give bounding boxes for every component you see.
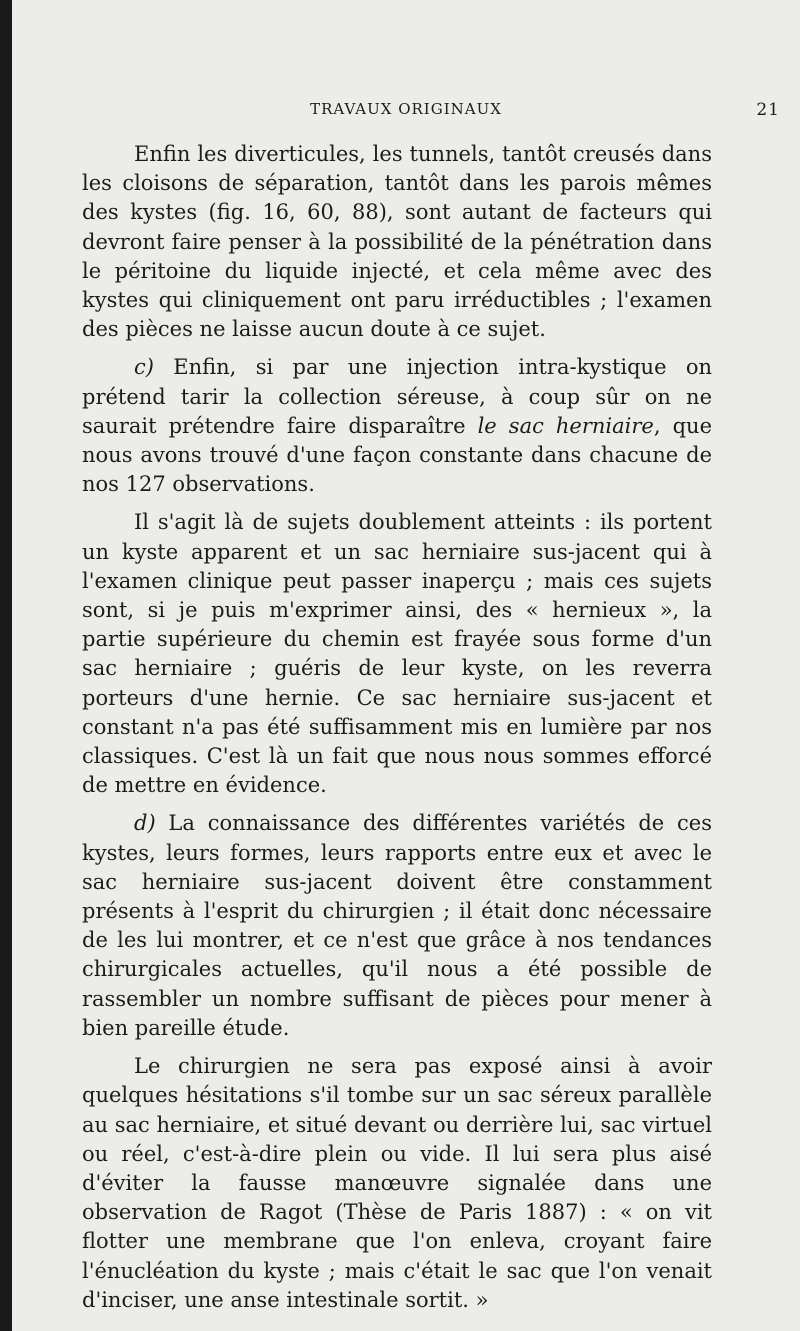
page-number: 21 [756, 100, 780, 120]
paragraph-c [82, 353, 712, 499]
body-text [82, 140, 712, 1324]
paragraph-sujets: Il s'agit là de sujets doublement atteints : ils portent un kyste apparent et un sac herniaire sus-jacent qui à l'examen clinique peut passer inaperçu ; mais ces sujets sont, si je puis m'exprimer ainsi, des « hernieux », la partie supérieure du chemin est frayée sous forme d'un sac herniaire ; guéris de leur kyste, on les reverra porteurs d'une hernie. Ce sac herniaire sus-jacent et constant n'a pas été suffisamment mis en lumière par nos classiques. C'est là un fait que nous nous sommes efforcé de mettre en évidence. [82, 510, 712, 798]
paragraph-d [82, 809, 712, 1043]
paragraph-marker-c: c) [134, 355, 154, 380]
paragraph-c-text-before: Enfin, si par une injection intra-kystique on prétend tarir la collection séreuse, à coup sûr on ne saurait prétendre faire disparaître [82, 355, 712, 438]
running-title: TRAVAUX ORIGINAUX [310, 100, 502, 118]
paragraph-d-text: La connaissance des différentes variétés de ces kystes, leurs formes, leurs rapports entre eux et avec le sac herniaire sus-jacent doivent être constamment présents à l'esprit du chirurgien ; il était donc nécessaire de les lui montrer, et ce n'est que grâce à nos tendances chirurgicales actuelles, qu'il nous a été possible de rassembler un nombre suffisant de pièces pour mener à bien pareille étude. [82, 811, 712, 1040]
paragraph-diverticules: Enfin les diverticules, les tunnels, tantôt creusés dans les cloisons de séparation, tantôt dans les parois mêmes des kystes (fig. 16, 60, 88), sont autant de facteurs qui devront faire penser à la possibilité de la pénétration dans le péritoine du liquide injecté, et cela même avec des kystes qui cliniquement ont paru irréductibles ; l'examen des pièces ne laisse aucun doute à ce sujet. [82, 142, 712, 342]
paragraph-chirurgien: Le chirurgien ne sera pas exposé ainsi à avoir quelques hésitations s'il tombe sur un sac séreux parallèle au sac herniaire, et situé devant ou derrière lui, sac virtuel ou réel, c'est-à-dire plein ou vide. Il lui sera plus aisé d'éviter la fausse manœuvre signalée dans une observation de Ragot (Thèse de Paris 1887) : « on vit flotter une membrane que l'on enleva, croyant faire l'énucléation du kyste ; mais c'était le sac que l'on venait d'inciser, une anse intestinale sortit. » [82, 1054, 712, 1312]
book-page [12, 0, 800, 1331]
paragraph-c-text-after: , que nous avons trouvé d'une façon constante dans chacune de nos 127 observations. [82, 413, 712, 497]
paragraph-marker-d: d) [134, 811, 156, 836]
italic-sac-herniaire: le sac herniaire [477, 413, 654, 438]
